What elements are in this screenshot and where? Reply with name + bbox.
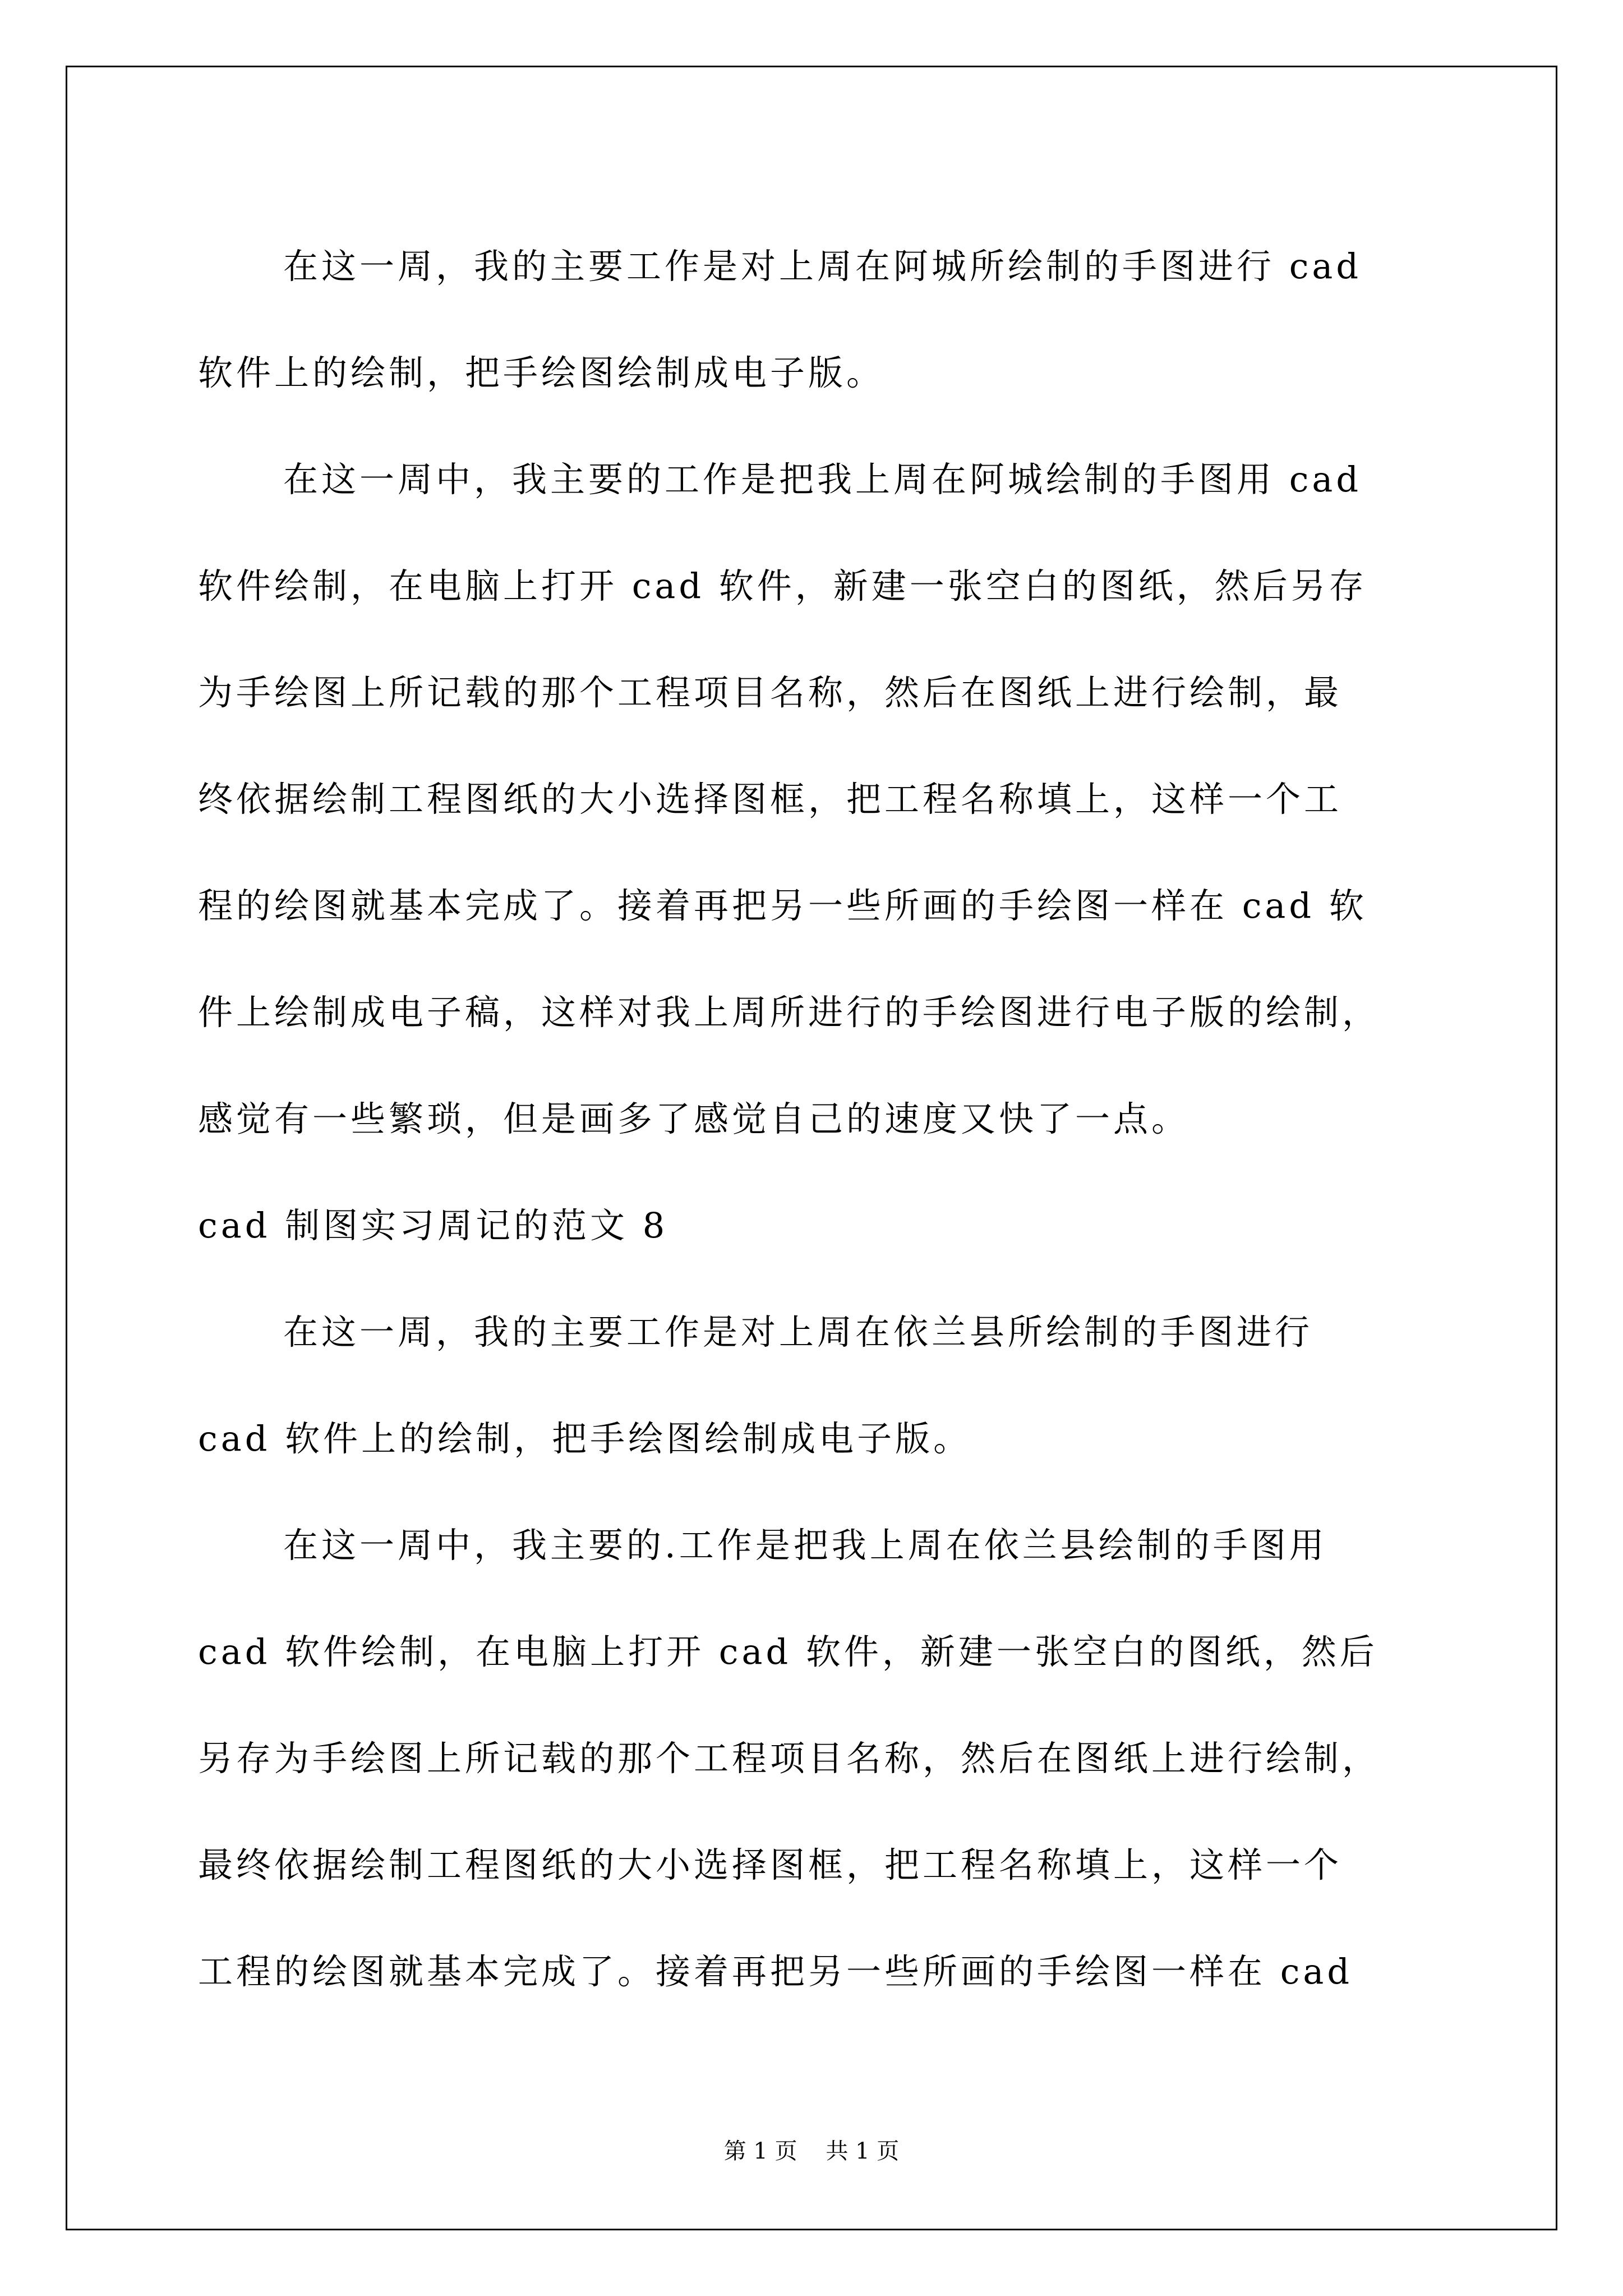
paragraph-4-line-2: cad 软件绘制，在电脑上打开 cad 软件，新建一张空白的图纸，然后: [198, 1631, 1378, 1672]
paragraph-2-line-7: 感觉有一些繁琐，但是画多了感觉自己的速度又快了一点。: [198, 1098, 1190, 1139]
paragraph-1-line-1: 在这一周，我的主要工作是对上周在阿城所绘制的手图进行 cad: [283, 246, 1362, 287]
paragraph-3-line-1: 在这一周，我的主要工作是对上周在依兰县所绘制的手图进行: [283, 1312, 1313, 1352]
paragraph-3-line-2: cad 软件上的绘制，把手绘图绘制成电子版。: [198, 1418, 972, 1459]
paragraph-2-line-6: 件上绘制成电子稿，这样对我上周所进行的手绘图进行电子版的绘制，: [198, 992, 1381, 1033]
page-number-footer: 第 1 页 共 1 页: [723, 2138, 900, 2164]
paragraph-4-line-5: 工程的绘图就基本完成了。接着再把另一些所画的手绘图一样在 cad: [198, 1951, 1353, 1992]
paragraph-2-line-4: 终依据绘制工程图纸的大小选择图框，把工程名称填上，这样一个工: [198, 779, 1343, 820]
paragraph-2-line-5: 程的绘图就基本完成了。接着再把另一些所画的手绘图一样在 cad 软: [198, 885, 1367, 926]
paragraph-2-line-1: 在这一周中，我主要的工作是把我上周在阿城绘制的手图用 cad: [283, 459, 1362, 500]
paragraph-4-line-1: 在这一周中，我主要的.工作是把我上周在依兰县绘制的手图用: [283, 1525, 1327, 1566]
section-heading: cad 制图实习周记的范文 8: [198, 1205, 668, 1246]
paragraph-2-line-3: 为手绘图上所记载的那个工程项目名称，然后在图纸上进行绘制，最: [198, 672, 1343, 713]
paragraph-2-line-2: 软件绘制，在电脑上打开 cad 软件，新建一张空白的图纸，然后另存: [198, 565, 1367, 606]
paragraph-4-line-3: 另存为手绘图上所记载的那个工程项目名称，然后在图纸上进行绘制，: [198, 1738, 1381, 1779]
paragraph-4-line-4: 最终依据绘制工程图纸的大小选择图框，把工程名称填上，这样一个: [198, 1844, 1343, 1885]
paragraph-1-line-2: 软件上的绘制，把手绘图绘制成电子版。: [198, 352, 885, 393]
document-body: [198, 213, 1454, 2025]
